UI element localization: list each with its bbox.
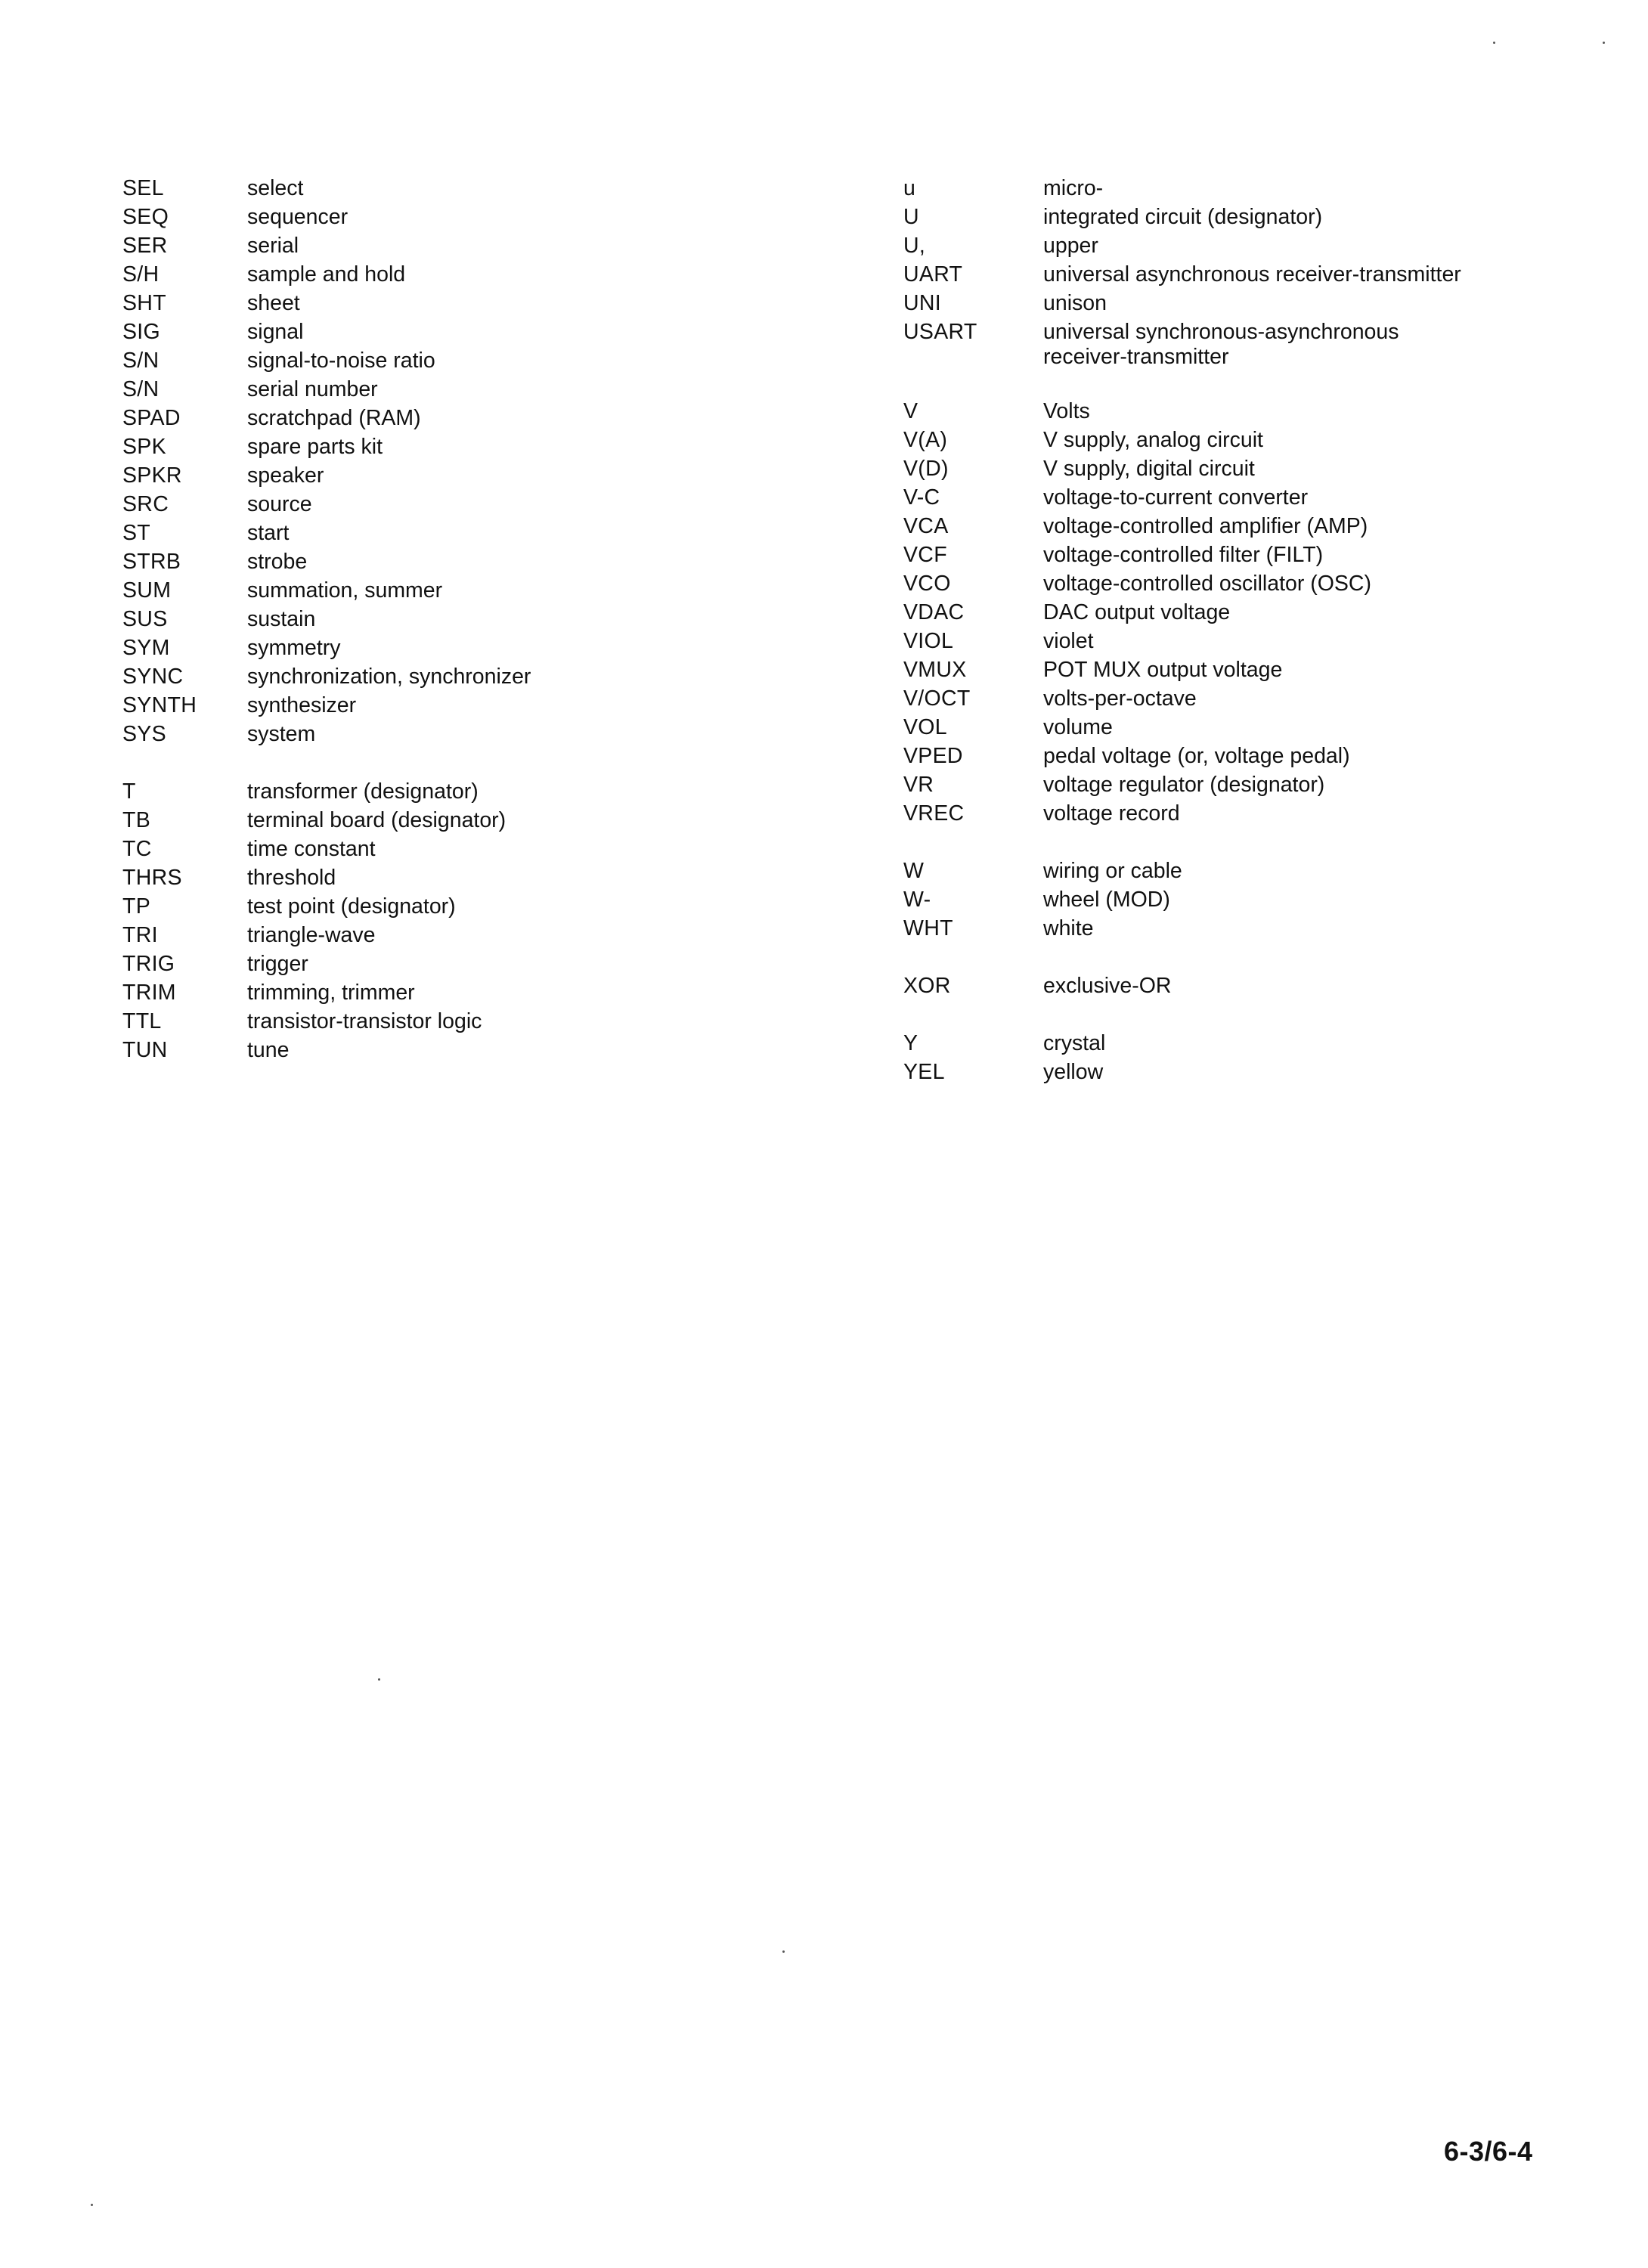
scan-speck (1493, 42, 1495, 44)
abbreviation-term: U, (903, 234, 926, 258)
meaning-text: unison (1043, 291, 1107, 315)
abbreviation-term: SIG (122, 320, 160, 344)
abbreviation-meaning (247, 662, 803, 691)
abbreviation-entry (122, 404, 803, 432)
meaning-text: Volts (1043, 399, 1090, 423)
abbreviation-meaning (247, 720, 803, 748)
meaning-text: voltage-controlled oscillator (OSC) (1043, 572, 1371, 596)
abbreviation-term: SUS (122, 607, 168, 631)
meaning-text: sample and hold (247, 262, 406, 287)
abbreviation-entry (122, 461, 803, 490)
abbreviation-meaning (1043, 627, 1584, 655)
right-group (903, 971, 1584, 1000)
meaning-text: system (247, 722, 316, 746)
abbreviation-meaning (247, 777, 803, 806)
meaning-text: threshold (247, 866, 336, 890)
abbreviation-entry (903, 569, 1584, 598)
meaning-text-continued: receiver-transmitter (1043, 345, 1229, 369)
abbreviation-meaning (1043, 857, 1584, 885)
abbreviation-meaning (1043, 454, 1584, 483)
abbreviation-term: SEL (122, 176, 164, 200)
abbreviation-term: TRIM (122, 981, 176, 1005)
abbreviation-entry (903, 914, 1584, 943)
abbreviation-meaning (1043, 318, 1584, 368)
abbreviation-entry (903, 885, 1584, 914)
meaning-text: tune (247, 1038, 290, 1062)
meaning-text: wiring or cable (1043, 859, 1182, 883)
abbreviation-entry (903, 318, 1584, 368)
meaning-text: start (247, 521, 290, 545)
abbreviation-entry (122, 203, 803, 231)
meaning-text: voltage-to-current converter (1043, 485, 1309, 510)
meaning-text: volts-per-octave (1043, 686, 1197, 711)
abbreviation-term: ST (122, 521, 151, 545)
abbreviation-meaning (247, 203, 803, 231)
abbreviation-term: SRC (122, 492, 169, 516)
scan-speck (1603, 42, 1605, 44)
abbreviation-term: SHT (122, 291, 166, 315)
abbreviation-meaning (1043, 1029, 1584, 1058)
abbreviation-meaning (247, 634, 803, 662)
abbreviation-meaning (1043, 684, 1584, 713)
abbreviation-entry (122, 231, 803, 260)
abbreviation-term: SUM (122, 578, 172, 603)
abbreviation-meaning (247, 346, 803, 375)
abbreviation-entry (122, 490, 803, 519)
abbreviation-term: VMUX (903, 658, 967, 682)
abbreviation-meaning (1043, 203, 1584, 231)
abbreviation-term: SYNC (122, 665, 184, 689)
abbreviation-meaning (247, 519, 803, 547)
abbreviation-term: VCO (903, 572, 951, 596)
abbreviation-meaning (1043, 742, 1584, 770)
meaning-text: voltage-controlled filter (FILT) (1043, 543, 1324, 567)
abbreviation-entry (903, 426, 1584, 454)
meaning-text: select (247, 176, 304, 200)
abbreviation-term: SYS (122, 722, 166, 746)
abbreviation-term: VREC (903, 801, 965, 826)
abbreviation-term: UNI (903, 291, 941, 315)
page-number: 6-3/6-4 (1444, 2136, 1533, 2167)
abbreviation-term: W- (903, 888, 931, 912)
abbreviation-meaning (1043, 260, 1584, 289)
abbreviation-term: SYNTH (122, 693, 197, 717)
meaning-text: V supply, analog circuit (1043, 428, 1263, 452)
abbreviation-entry (903, 397, 1584, 426)
abbreviation-entry (903, 289, 1584, 318)
abbreviation-meaning (1043, 231, 1584, 260)
abbreviation-term: UART (903, 262, 963, 287)
left-abbreviation-column (122, 174, 803, 1093)
abbreviation-term: VCA (903, 514, 949, 538)
abbreviation-entry (122, 375, 803, 404)
meaning-text: yellow (1043, 1060, 1104, 1084)
meaning-text: upper (1043, 234, 1098, 258)
abbreviation-meaning (247, 978, 803, 1007)
abbreviation-entry (903, 684, 1584, 713)
abbreviation-meaning (1043, 426, 1584, 454)
abbreviation-entry (903, 541, 1584, 569)
left-group (122, 777, 803, 1064)
abbreviation-entry (903, 454, 1584, 483)
abbreviation-term: WHT (903, 916, 953, 940)
abbreviation-meaning (247, 576, 803, 605)
abbreviation-term: VPED (903, 744, 963, 768)
meaning-text: voltage record (1043, 801, 1180, 826)
meaning-text: source (247, 492, 312, 516)
abbreviation-meaning (1043, 914, 1584, 943)
abbreviation-term: W (903, 859, 925, 883)
meaning-text: sustain (247, 607, 316, 631)
abbreviation-meaning (247, 1036, 803, 1064)
meaning-text: strobe (247, 550, 308, 574)
abbreviation-entry (903, 1058, 1584, 1086)
abbreviation-meaning (247, 806, 803, 835)
abbreviation-term: V(D) (903, 457, 949, 481)
meaning-text: universal synchronous-asynchronous (1043, 320, 1399, 344)
abbreviation-term: VIOL (903, 629, 954, 653)
abbreviation-term: U (903, 205, 919, 229)
abbreviation-meaning (1043, 289, 1584, 318)
abbreviation-term: SPAD (122, 406, 181, 430)
meaning-text: transformer (designator) (247, 779, 479, 804)
abbreviation-entry (122, 691, 803, 720)
meaning-text: white (1043, 916, 1094, 940)
abbreviation-entry (122, 978, 803, 1007)
abbreviation-meaning (247, 950, 803, 978)
abbreviation-entry (122, 432, 803, 461)
abbreviation-entry (903, 598, 1584, 627)
abbreviation-meaning (1043, 483, 1584, 512)
meaning-text: voltage-controlled amplifier (AMP) (1043, 514, 1368, 538)
meaning-text: symmetry (247, 636, 341, 660)
abbreviation-entry (122, 605, 803, 634)
abbreviation-entry (903, 857, 1584, 885)
abbreviation-term: STRB (122, 550, 181, 574)
abbreviation-meaning (247, 605, 803, 634)
abbreviation-meaning (247, 432, 803, 461)
abbreviation-meaning (1043, 569, 1584, 598)
abbreviation-entry (903, 1029, 1584, 1058)
abbreviation-entry (903, 799, 1584, 828)
right-group (903, 174, 1584, 368)
abbreviation-entry (903, 231, 1584, 260)
abbreviation-term: V(A) (903, 428, 948, 452)
right-group (903, 397, 1584, 828)
abbreviation-meaning (247, 1007, 803, 1036)
abbreviation-meaning (1043, 541, 1584, 569)
abbreviation-entry (122, 806, 803, 835)
abbreviation-term: USART (903, 320, 977, 344)
abbreviation-entry (122, 720, 803, 748)
abbreviation-entry (122, 863, 803, 892)
abbreviation-term: S/N (122, 377, 160, 401)
meaning-text: V supply, digital circuit (1043, 457, 1255, 481)
abbreviation-term: TC (122, 837, 152, 861)
abbreviation-meaning (247, 231, 803, 260)
meaning-text: terminal board (designator) (247, 808, 506, 832)
right-group (903, 857, 1584, 943)
abbreviation-entry (122, 1036, 803, 1064)
abbreviation-entry (903, 655, 1584, 684)
abbreviation-entry (903, 174, 1584, 203)
abbreviation-term: SPKR (122, 463, 182, 488)
abbreviation-entry (122, 662, 803, 691)
abbreviation-term: TUN (122, 1038, 168, 1062)
abbreviation-meaning (247, 404, 803, 432)
meaning-text: POT MUX output voltage (1043, 658, 1283, 682)
meaning-text: exclusive-OR (1043, 974, 1172, 998)
abbreviation-meaning (247, 921, 803, 950)
scan-speck (782, 1950, 785, 1953)
abbreviation-term: V (903, 399, 918, 423)
abbreviation-term: T (122, 779, 136, 804)
meaning-text: DAC output voltage (1043, 600, 1231, 624)
meaning-text: time constant (247, 837, 376, 861)
abbreviation-term: TTL (122, 1009, 162, 1033)
meaning-text: signal (247, 320, 304, 344)
abbreviation-term: S/N (122, 349, 160, 373)
abbreviation-entry (903, 742, 1584, 770)
abbreviation-meaning (1043, 799, 1584, 828)
right-group (903, 1029, 1584, 1086)
abbreviation-meaning (247, 691, 803, 720)
abbreviation-entry (122, 346, 803, 375)
abbreviation-term: THRS (122, 866, 182, 890)
meaning-text: integrated circuit (designator) (1043, 205, 1323, 229)
meaning-text: serial number (247, 377, 378, 401)
abbreviation-meaning (247, 289, 803, 318)
meaning-text: serial (247, 234, 299, 258)
abbreviation-entry (122, 260, 803, 289)
abbreviation-meaning (247, 835, 803, 863)
abbreviation-term: VR (903, 773, 934, 797)
abbreviation-entry (122, 576, 803, 605)
abbreviation-term: SYM (122, 636, 170, 660)
meaning-text: voltage regulator (designator) (1043, 773, 1325, 797)
abbreviation-entry (122, 318, 803, 346)
abbreviation-meaning (1043, 1058, 1584, 1086)
abbreviation-entry (122, 921, 803, 950)
abbreviation-meaning (247, 461, 803, 490)
abbreviation-entry (903, 203, 1584, 231)
meaning-text: signal-to-noise ratio (247, 349, 435, 373)
abbreviation-meaning (247, 375, 803, 404)
abbreviation-meaning (1043, 713, 1584, 742)
abbreviation-term: XOR (903, 974, 951, 998)
abbreviation-meaning (1043, 512, 1584, 541)
abbreviation-entry (122, 547, 803, 576)
abbreviation-term: TP (122, 894, 151, 919)
abbreviation-entry (903, 260, 1584, 289)
abbreviation-entry (122, 835, 803, 863)
meaning-text: test point (designator) (247, 894, 456, 919)
abbreviation-meaning (247, 892, 803, 921)
abbreviation-meaning (247, 174, 803, 203)
meaning-text: sequencer (247, 205, 348, 229)
abbreviation-term: VOL (903, 715, 947, 739)
right-abbreviation-column (903, 174, 1584, 1115)
abbreviation-entry (903, 713, 1584, 742)
abbreviation-meaning (1043, 174, 1584, 203)
abbreviation-term: VCF (903, 543, 947, 567)
abbreviation-meaning (1043, 971, 1584, 1000)
abbreviation-entry (122, 950, 803, 978)
meaning-text: synthesizer (247, 693, 357, 717)
meaning-text: scratchpad (RAM) (247, 406, 421, 430)
meaning-text: synchronization, synchronizer (247, 665, 531, 689)
abbreviation-meaning (1043, 770, 1584, 799)
abbreviation-meaning (1043, 655, 1584, 684)
abbreviation-meaning (1043, 598, 1584, 627)
abbreviation-term: Y (903, 1031, 918, 1055)
abbreviation-entry (122, 777, 803, 806)
meaning-text: trimming, trimmer (247, 981, 415, 1005)
left-group (122, 174, 803, 748)
abbreviation-entry (903, 971, 1584, 1000)
abbreviation-term: S/H (122, 262, 160, 287)
abbreviation-term: SEQ (122, 205, 169, 229)
abbreviation-entry (122, 1007, 803, 1036)
abbreviation-entry (903, 627, 1584, 655)
meaning-text: wheel (MOD) (1043, 888, 1170, 912)
abbreviation-entry (122, 174, 803, 203)
meaning-text: spare parts kit (247, 435, 383, 459)
abbreviation-entry (122, 289, 803, 318)
scan-speck (378, 1678, 380, 1681)
abbreviation-term: TRIG (122, 952, 175, 976)
abbreviation-meaning (1043, 397, 1584, 426)
meaning-text: micro- (1043, 176, 1104, 200)
abbreviation-term: V/OCT (903, 686, 971, 711)
abbreviation-meaning (247, 547, 803, 576)
meaning-text: summation, summer (247, 578, 443, 603)
abbreviation-term: u (903, 176, 916, 200)
abbreviation-term: TRI (122, 923, 158, 947)
abbreviation-term: SPK (122, 435, 166, 459)
meaning-text: trigger (247, 952, 308, 976)
abbreviation-meaning (247, 318, 803, 346)
abbreviation-meaning (1043, 885, 1584, 914)
abbreviation-entry (903, 483, 1584, 512)
meaning-text: volume (1043, 715, 1113, 739)
meaning-text: triangle-wave (247, 923, 376, 947)
abbreviation-entry (903, 770, 1584, 799)
abbreviation-term: TB (122, 808, 151, 832)
meaning-text: transistor-transistor logic (247, 1009, 482, 1033)
meaning-text: universal asynchronous receiver-transmitter (1043, 262, 1461, 287)
abbreviation-entry (903, 512, 1584, 541)
meaning-text: violet (1043, 629, 1094, 653)
abbreviation-entry (122, 892, 803, 921)
abbreviation-entry (122, 634, 803, 662)
abbreviation-term: YEL (903, 1060, 945, 1084)
abbreviation-term: VDAC (903, 600, 965, 624)
meaning-text: speaker (247, 463, 324, 488)
abbreviation-term: V-C (903, 485, 940, 510)
abbreviation-meaning (247, 260, 803, 289)
abbreviation-meaning (247, 490, 803, 519)
abbreviation-entry (122, 519, 803, 547)
meaning-text: pedal voltage (or, voltage pedal) (1043, 744, 1350, 768)
abbreviation-term: SER (122, 234, 168, 258)
abbreviation-meaning (247, 863, 803, 892)
scan-speck (91, 2204, 93, 2206)
meaning-text: sheet (247, 291, 300, 315)
meaning-text: crystal (1043, 1031, 1106, 1055)
